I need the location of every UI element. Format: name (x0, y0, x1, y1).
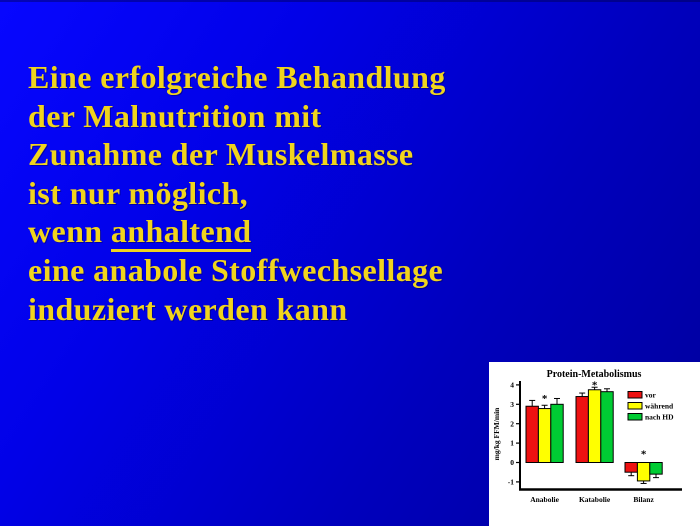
bar-nach HD-Bilanz (650, 463, 662, 475)
category-label: Katabolie (578, 495, 611, 504)
bar-während-Anabolie (538, 409, 550, 463)
text-line-6: eine anabole Stoffwechsellage (28, 251, 444, 288)
y-tick-label: -1 (507, 477, 514, 487)
y-tick-label: 1 (510, 438, 514, 448)
significance-star: * (591, 379, 598, 392)
legend-swatch-während (628, 403, 642, 410)
text-line-2: der Malnutrition mit (28, 97, 322, 134)
bar-vor-Katabolie (576, 397, 588, 463)
legend-label: während (645, 401, 674, 411)
text-line-5 (28, 212, 446, 251)
y-tick-label: 3 (510, 399, 514, 409)
legend-label: vor (645, 390, 656, 400)
bar-nach HD-Katabolie (601, 392, 613, 463)
text-line-5-prefix: wenn (28, 213, 111, 250)
legend-swatch-vor (628, 392, 642, 399)
protein-metabolism-chart (489, 362, 700, 526)
text-line-7: induziert werden kann (28, 290, 348, 327)
text-line-4: ist nur möglich, (28, 174, 249, 211)
bar-während-Katabolie (588, 390, 600, 463)
bar-vor-Anabolie (526, 406, 538, 462)
chart-title: Protein-Metabolismus (546, 369, 642, 380)
text-line-3: Zunahme der Muskelmasse (28, 136, 414, 173)
slide-text-block (28, 58, 446, 328)
y-axis-label: mg/kg FFM/min (492, 407, 501, 461)
underlined-word: anhaltend (111, 213, 252, 252)
protein-metabolism-chart-panel (489, 362, 700, 526)
y-tick-label: 0 (510, 458, 514, 468)
significance-star: * (541, 392, 548, 405)
bar-vor-Bilanz (625, 463, 637, 473)
category-label: Anabolie (530, 495, 559, 504)
category-label: Bilanz (633, 495, 654, 504)
y-tick-label: 2 (510, 419, 514, 429)
y-tick-label: 4 (510, 380, 514, 390)
significance-star: * (640, 448, 647, 461)
bar-nach HD-Anabolie (551, 404, 563, 462)
legend-swatch-nach HD (628, 414, 642, 421)
bar-während-Bilanz (637, 463, 649, 481)
legend-label: nach HD (645, 412, 674, 422)
text-line-1: Eine erfolgreiche Behandlung (28, 59, 446, 95)
